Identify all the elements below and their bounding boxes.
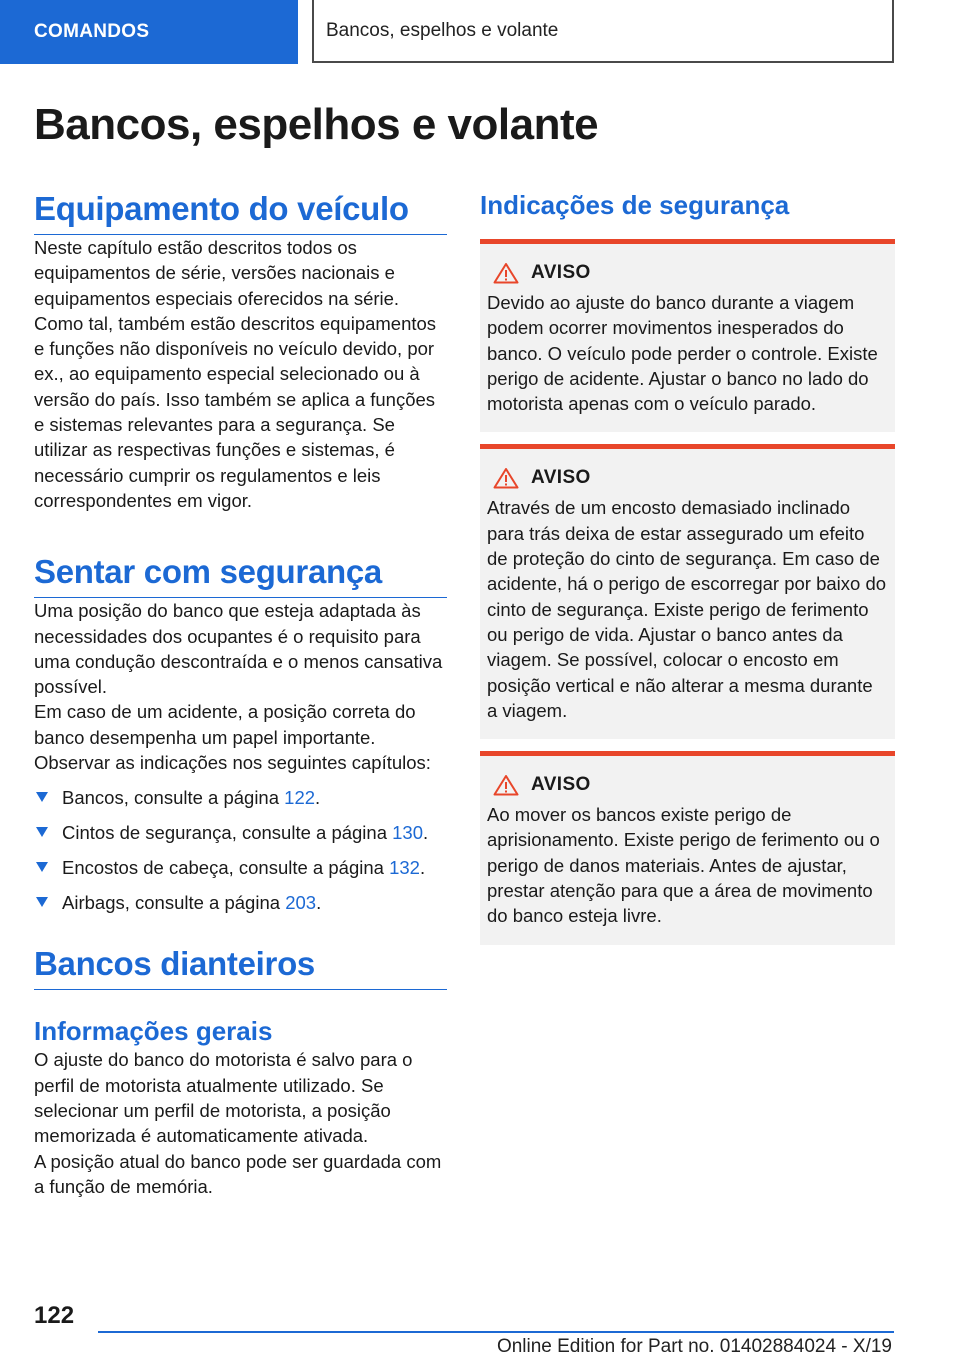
- page-link[interactable]: 122: [284, 787, 316, 809]
- footer-divider: [98, 1331, 894, 1333]
- warning-header: [487, 774, 887, 796]
- warning-box: [480, 751, 895, 944]
- section-title-seating: Sentar com segurança: [34, 553, 447, 598]
- general-info-paragraph-2: A posição atual do banco pode ser guardada com a função de memória.: [34, 1150, 442, 1197]
- page-number: 122: [34, 1302, 75, 1329]
- page-link[interactable]: 132: [389, 857, 420, 879]
- section-title-front-seats: Bancos dianteiros: [34, 945, 447, 990]
- page-title: Bancos, espelhos e volante: [34, 100, 599, 149]
- chapter-reference-list: [34, 785, 447, 915]
- warning-header: [487, 262, 887, 284]
- warning-header: [487, 467, 887, 489]
- section-header: [312, 0, 894, 63]
- chapter-tab-label: COMANDOS: [34, 21, 150, 42]
- warning-label: AVISO: [531, 774, 591, 796]
- warning-label: AVISO: [531, 467, 591, 489]
- list-item: Airbags, consulte a página 203.: [34, 890, 447, 915]
- right-column: [480, 190, 895, 945]
- left-column: [34, 190, 447, 1199]
- subsection-title-general-info: Informações gerais: [34, 1016, 273, 1047]
- warning-box: [480, 239, 895, 432]
- triangle-bullet-icon: [36, 897, 48, 907]
- section-title-safety: Indicações de segurança: [480, 190, 790, 220]
- warning-box: [480, 444, 895, 739]
- seating-paragraph-1: Uma posição do banco que esteja adaptada às necessidades dos ocupantes é o requisito para uma condução descontraída e o menos cansativa possível.: [34, 600, 443, 698]
- section-header-label: Bancos, espelhos e volante: [326, 19, 559, 41]
- list-item: Encostos de cabeça, consulte a página 132.: [34, 855, 447, 880]
- warning-label: AVISO: [531, 262, 591, 283]
- page-link[interactable]: 130: [392, 822, 424, 844]
- equipment-paragraph: Neste capítulo estão descritos todos os equipamentos de série, versões nacionais e equipamentos especiais oferecidos na série. Como tal, também estão descritos equipamentos e funções não disponíveis no veículo devido, por ex., ao equipamento especial selecionado ou à versão do país. Isso também se aplica a funções e sistemas relevantes para a segurança. Se utilizar as respectivas funções e sistemas, é necessário cumprir os regulamentos e leis correspondentes em vigor.: [34, 237, 437, 511]
- triangle-bullet-icon: [36, 862, 48, 872]
- edition-footer: Online Edition for Part no. 01402884024 - X/19: [496, 1336, 892, 1357]
- warning-text: Através de um encosto demasiado inclinado para trás deixa de estar assegurado um efeito de proteção do cinto de segurança. Em caso de acidente, há o perigo de escorregar por baixo do cinto de segurança. Existe perigo de ferimento ou perigo de vida. Ajustar o banco antes da viagem. Se possível, colocar o encosto em posição vertical e não alterar a mesma durante a viagem.: [487, 497, 887, 721]
- warning-triangle-icon: [493, 774, 519, 796]
- general-info-paragraph-1: O ajuste do banco do motorista é salvo para o perfil de motorista atualmente utilizado. Se selecionar um perfil de motorista, a posição memorizada é automaticamente ativada.: [34, 1049, 413, 1147]
- list-item: Cintos de segurança, consulte a página 130.: [34, 820, 447, 845]
- list-item: Bancos, consulte a página 122.: [34, 785, 447, 810]
- section-title-equipment: Equipamento do veículo: [34, 190, 447, 235]
- warning-triangle-icon: [493, 262, 519, 284]
- triangle-bullet-icon: [36, 792, 48, 802]
- triangle-bullet-icon: [36, 827, 48, 837]
- warning-text: Ao mover os bancos existe perigo de aprisionamento. Existe perigo de ferimento ou o perigo de danos materiais. Antes de ajustar, prestar atenção para que a área de movimento do banco esteja livre.: [487, 804, 880, 927]
- seating-paragraph-2: Em caso de um acidente, a posição correta do banco desempenha um papel importante. Observar as indicações nos seguintes capítulos:: [34, 701, 431, 774]
- warning-triangle-icon: [493, 467, 519, 489]
- chapter-tab: [0, 0, 298, 64]
- page-link[interactable]: 203: [285, 892, 317, 914]
- warning-text: Devido ao ajuste do banco durante a viagem podem ocorrer movimentos inesperados do banco. O veículo pode perder o controle. Existe perigo de acidente. Ajustar o banco no lado do motorista apenas com o veículo parado.: [487, 292, 878, 415]
